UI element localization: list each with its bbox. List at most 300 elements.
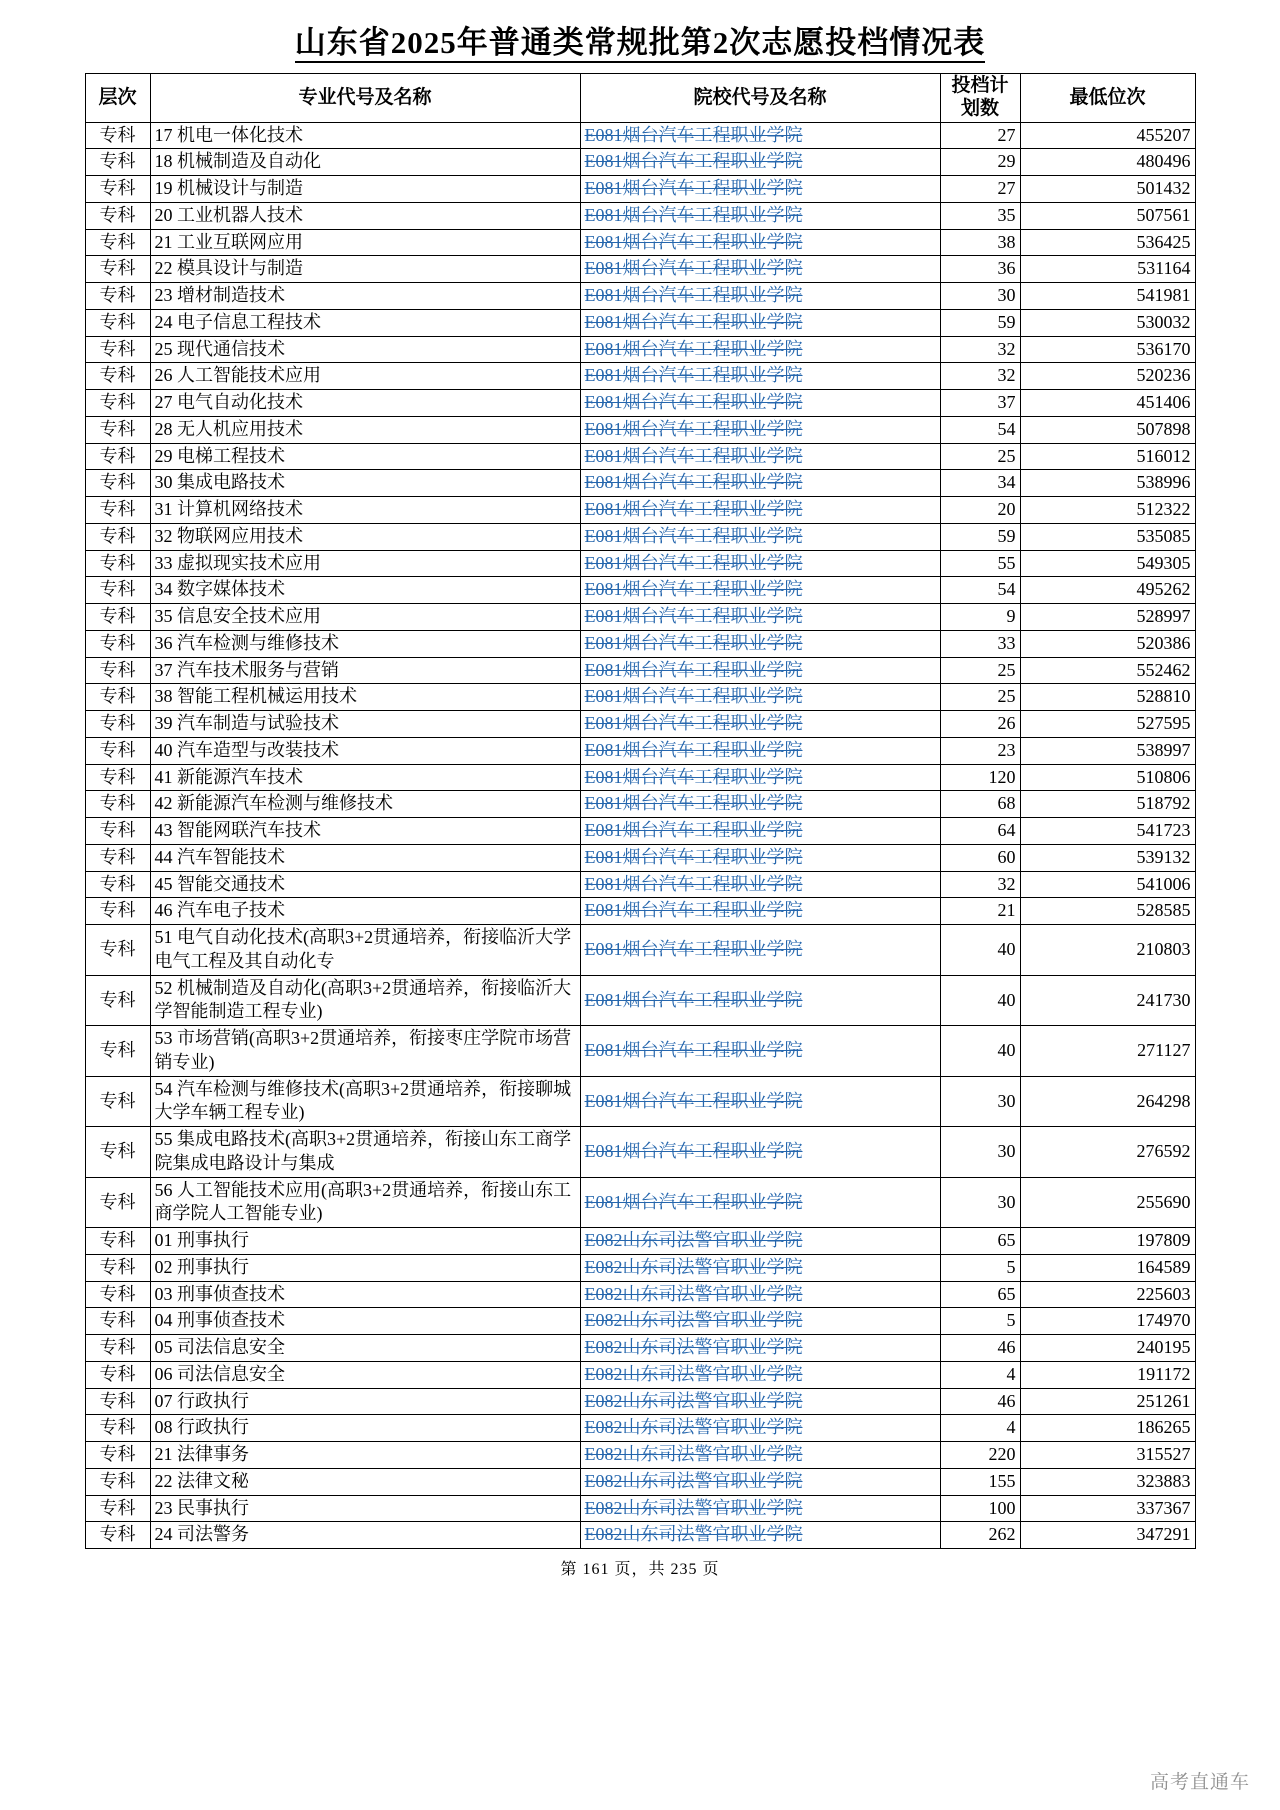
table-row [85, 1127, 1195, 1178]
rank-cell: 323883 [1020, 1468, 1195, 1495]
plan-cell: 220 [940, 1442, 1020, 1469]
header-level: 层次 [85, 74, 150, 123]
plan-cell: 100 [940, 1495, 1020, 1522]
rank-cell: 531164 [1020, 256, 1195, 283]
table-row [85, 309, 1195, 336]
major-cell: 23 民事执行 [150, 1495, 580, 1522]
plan-cell: 25 [940, 443, 1020, 470]
plan-cell: 40 [940, 975, 1020, 1026]
level-cell: 专科 [85, 1388, 150, 1415]
plan-cell: 30 [940, 283, 1020, 310]
major-cell: 44 汽车智能技术 [150, 844, 580, 871]
table-row [85, 1522, 1195, 1549]
college-cell: E082山东司法警官职业学院 [580, 1254, 940, 1281]
college-cell: E081烟台汽车工程职业学院 [580, 657, 940, 684]
plan-cell: 55 [940, 550, 1020, 577]
level-cell: 专科 [85, 443, 150, 470]
rank-cell: 240195 [1020, 1335, 1195, 1362]
college-cell: E082山东司法警官职业学院 [580, 1415, 940, 1442]
level-cell: 专科 [85, 470, 150, 497]
rank-cell: 549305 [1020, 550, 1195, 577]
college-cell: E081烟台汽车工程职业学院 [580, 577, 940, 604]
level-cell: 专科 [85, 1415, 150, 1442]
table-row [85, 844, 1195, 871]
rank-cell: 451406 [1020, 390, 1195, 417]
plan-cell: 30 [940, 1127, 1020, 1178]
level-cell: 专科 [85, 523, 150, 550]
table-row [85, 711, 1195, 738]
college-cell: E082山东司法警官职业学院 [580, 1495, 940, 1522]
level-cell: 专科 [85, 256, 150, 283]
college-cell: E082山东司法警官职业学院 [580, 1281, 940, 1308]
plan-cell: 29 [940, 149, 1020, 176]
rank-cell: 251261 [1020, 1388, 1195, 1415]
header-major: 专业代号及名称 [150, 74, 580, 123]
plan-cell: 59 [940, 309, 1020, 336]
rank-cell: 530032 [1020, 309, 1195, 336]
rank-cell: 507898 [1020, 416, 1195, 443]
college-cell: E081烟台汽车工程职业学院 [580, 176, 940, 203]
table-row [85, 1335, 1195, 1362]
admission-table [85, 73, 1196, 1549]
level-cell: 专科 [85, 283, 150, 310]
college-cell: E081烟台汽车工程职业学院 [580, 684, 940, 711]
plan-cell: 27 [940, 176, 1020, 203]
rank-cell: 501432 [1020, 176, 1195, 203]
level-cell: 专科 [85, 577, 150, 604]
rank-cell: 271127 [1020, 1026, 1195, 1077]
table-row [85, 550, 1195, 577]
major-cell: 19 机械设计与制造 [150, 176, 580, 203]
page-title: 山东省2025年普通类常规批第2次志愿投档情况表 [295, 26, 986, 63]
major-cell: 24 司法警务 [150, 1522, 580, 1549]
rank-cell: 536425 [1020, 229, 1195, 256]
table-row [85, 202, 1195, 229]
level-cell: 专科 [85, 684, 150, 711]
rank-cell: 241730 [1020, 975, 1195, 1026]
major-cell: 01 刑事执行 [150, 1228, 580, 1255]
plan-cell: 65 [940, 1281, 1020, 1308]
header-rank: 最低位次 [1020, 74, 1195, 123]
college-cell: E082山东司法警官职业学院 [580, 1388, 940, 1415]
table-row [85, 657, 1195, 684]
header-row [85, 74, 1195, 123]
level-cell: 专科 [85, 497, 150, 524]
level-cell: 专科 [85, 630, 150, 657]
major-cell: 25 现代通信技术 [150, 336, 580, 363]
header-college: 院校代号及名称 [580, 74, 940, 123]
major-cell: 43 智能网联汽车技术 [150, 818, 580, 845]
level-cell: 专科 [85, 336, 150, 363]
major-cell: 31 计算机网络技术 [150, 497, 580, 524]
major-cell: 54 汽车检测与维修技术(高职3+2贯通培养，衔接聊城大学车辆工程专业) [150, 1076, 580, 1127]
plan-cell: 38 [940, 229, 1020, 256]
rank-cell: 225603 [1020, 1281, 1195, 1308]
level-cell: 专科 [85, 1361, 150, 1388]
rank-cell: 516012 [1020, 443, 1195, 470]
major-cell: 39 汽车制造与试验技术 [150, 711, 580, 738]
major-cell: 30 集成电路技术 [150, 470, 580, 497]
major-cell: 28 无人机应用技术 [150, 416, 580, 443]
college-cell: E082山东司法警官职业学院 [580, 1308, 940, 1335]
rank-cell: 518792 [1020, 791, 1195, 818]
major-cell: 35 信息安全技术应用 [150, 604, 580, 631]
major-cell: 22 模具设计与制造 [150, 256, 580, 283]
table-row [85, 684, 1195, 711]
college-cell: E081烟台汽车工程职业学院 [580, 791, 940, 818]
table-row [85, 1254, 1195, 1281]
table-row [85, 1388, 1195, 1415]
rank-cell: 174970 [1020, 1308, 1195, 1335]
level-cell: 专科 [85, 122, 150, 149]
table-row [85, 497, 1195, 524]
major-cell: 08 行政执行 [150, 1415, 580, 1442]
table-row [85, 1281, 1195, 1308]
rank-cell: 520386 [1020, 630, 1195, 657]
header-plan-line2: 划数 [960, 97, 999, 119]
college-cell: E081烟台汽车工程职业学院 [580, 871, 940, 898]
rank-cell: 186265 [1020, 1415, 1195, 1442]
college-cell: E081烟台汽车工程职业学院 [580, 1177, 940, 1228]
major-cell: 03 刑事侦查技术 [150, 1281, 580, 1308]
major-cell: 21 法律事务 [150, 1442, 580, 1469]
level-cell: 专科 [85, 764, 150, 791]
plan-cell: 21 [940, 898, 1020, 925]
level-cell: 专科 [85, 229, 150, 256]
plan-cell: 68 [940, 791, 1020, 818]
rank-cell: 520236 [1020, 363, 1195, 390]
rank-cell: 337367 [1020, 1495, 1195, 1522]
table-row [85, 737, 1195, 764]
level-cell: 专科 [85, 1127, 150, 1178]
major-cell: 06 司法信息安全 [150, 1361, 580, 1388]
table-row [85, 1442, 1195, 1469]
table-row [85, 122, 1195, 149]
major-cell: 26 人工智能技术应用 [150, 363, 580, 390]
table-row [85, 523, 1195, 550]
plan-cell: 59 [940, 523, 1020, 550]
table-row [85, 1228, 1195, 1255]
rank-cell: 536170 [1020, 336, 1195, 363]
level-cell: 专科 [85, 871, 150, 898]
plan-cell: 23 [940, 737, 1020, 764]
rank-cell: 455207 [1020, 122, 1195, 149]
college-cell: E081烟台汽车工程职业学院 [580, 363, 940, 390]
college-cell: E081烟台汽车工程职业学院 [580, 336, 940, 363]
rank-cell: 528997 [1020, 604, 1195, 631]
watermark-text: 高考直通车 [1149, 1772, 1250, 1793]
level-cell: 专科 [85, 1177, 150, 1228]
level-cell: 专科 [85, 737, 150, 764]
level-cell: 专科 [85, 1522, 150, 1549]
college-cell: E081烟台汽车工程职业学院 [580, 1076, 940, 1127]
plan-cell: 54 [940, 577, 1020, 604]
college-cell: E081烟台汽车工程职业学院 [580, 229, 940, 256]
college-cell: E081烟台汽车工程职业学院 [580, 283, 940, 310]
table-row [85, 925, 1195, 976]
major-cell: 20 工业机器人技术 [150, 202, 580, 229]
major-cell: 40 汽车造型与改装技术 [150, 737, 580, 764]
plan-cell: 5 [940, 1254, 1020, 1281]
rank-cell: 191172 [1020, 1361, 1195, 1388]
plan-cell: 35 [940, 202, 1020, 229]
rank-cell: 255690 [1020, 1177, 1195, 1228]
rank-cell: 539132 [1020, 844, 1195, 871]
rank-cell: 528810 [1020, 684, 1195, 711]
college-cell: E081烟台汽车工程职业学院 [580, 844, 940, 871]
plan-cell: 40 [940, 925, 1020, 976]
table-row [85, 1415, 1195, 1442]
college-cell: E081烟台汽车工程职业学院 [580, 737, 940, 764]
level-cell: 专科 [85, 416, 150, 443]
level-cell: 专科 [85, 1026, 150, 1077]
rank-cell: 264298 [1020, 1076, 1195, 1127]
major-cell: 33 虚拟现实技术应用 [150, 550, 580, 577]
major-cell: 27 电气自动化技术 [150, 390, 580, 417]
table-header [85, 74, 1195, 123]
major-cell: 22 法律文秘 [150, 1468, 580, 1495]
plan-cell: 65 [940, 1228, 1020, 1255]
college-cell: E082山东司法警官职业学院 [580, 1522, 940, 1549]
level-cell: 专科 [85, 309, 150, 336]
major-cell: 36 汽车检测与维修技术 [150, 630, 580, 657]
major-cell: 51 电气自动化技术(高职3+2贯通培养，衔接临沂大学电气工程及其自动化专 [150, 925, 580, 976]
table-row [85, 363, 1195, 390]
major-cell: 38 智能工程机械运用技术 [150, 684, 580, 711]
college-cell: E081烟台汽车工程职业学院 [580, 975, 940, 1026]
plan-cell: 32 [940, 336, 1020, 363]
table-row [85, 791, 1195, 818]
college-cell: E081烟台汽车工程职业学院 [580, 443, 940, 470]
major-cell: 21 工业互联网应用 [150, 229, 580, 256]
major-cell: 37 汽车技术服务与营销 [150, 657, 580, 684]
plan-cell: 26 [940, 711, 1020, 738]
rank-cell: 510806 [1020, 764, 1195, 791]
plan-cell: 5 [940, 1308, 1020, 1335]
level-cell: 专科 [85, 149, 150, 176]
table-row [85, 416, 1195, 443]
level-cell: 专科 [85, 1308, 150, 1335]
major-cell: 41 新能源汽车技术 [150, 764, 580, 791]
major-cell: 46 汽车电子技术 [150, 898, 580, 925]
table-row [85, 390, 1195, 417]
table-row [85, 604, 1195, 631]
rank-cell: 527595 [1020, 711, 1195, 738]
rank-cell: 541006 [1020, 871, 1195, 898]
major-cell: 18 机械制造及自动化 [150, 149, 580, 176]
level-cell: 专科 [85, 1442, 150, 1469]
college-cell: E082山东司法警官职业学院 [580, 1361, 940, 1388]
level-cell: 专科 [85, 390, 150, 417]
table-row [85, 1495, 1195, 1522]
plan-cell: 4 [940, 1361, 1020, 1388]
plan-cell: 4 [940, 1415, 1020, 1442]
major-cell: 53 市场营销(高职3+2贯通培养，衔接枣庄学院市场营销专业) [150, 1026, 580, 1077]
rank-cell: 538996 [1020, 470, 1195, 497]
table-row [85, 1308, 1195, 1335]
title-wrap [0, 26, 1280, 63]
rank-cell: 347291 [1020, 1522, 1195, 1549]
college-cell: E081烟台汽车工程职业学院 [580, 256, 940, 283]
level-cell: 专科 [85, 1076, 150, 1127]
rank-cell: 512322 [1020, 497, 1195, 524]
rank-cell: 528585 [1020, 898, 1195, 925]
rank-cell: 538997 [1020, 737, 1195, 764]
rank-cell: 535085 [1020, 523, 1195, 550]
rank-cell: 541723 [1020, 818, 1195, 845]
table-row [85, 975, 1195, 1026]
major-cell: 29 电梯工程技术 [150, 443, 580, 470]
rank-cell: 541981 [1020, 283, 1195, 310]
plan-cell: 54 [940, 416, 1020, 443]
level-cell: 专科 [85, 604, 150, 631]
header-plan-line1: 投档计 [951, 75, 1009, 97]
college-cell: E081烟台汽车工程职业学院 [580, 925, 940, 976]
rank-cell: 552462 [1020, 657, 1195, 684]
major-cell: 45 智能交通技术 [150, 871, 580, 898]
level-cell: 专科 [85, 363, 150, 390]
level-cell: 专科 [85, 818, 150, 845]
plan-cell: 34 [940, 470, 1020, 497]
table-row [85, 1026, 1195, 1077]
plan-cell: 33 [940, 630, 1020, 657]
college-cell: E082山东司法警官职业学院 [580, 1442, 940, 1469]
rank-cell: 495262 [1020, 577, 1195, 604]
major-cell: 24 电子信息工程技术 [150, 309, 580, 336]
college-cell: E081烟台汽车工程职业学院 [580, 1127, 940, 1178]
level-cell: 专科 [85, 1228, 150, 1255]
level-cell: 专科 [85, 202, 150, 229]
college-cell: E081烟台汽车工程职业学院 [580, 711, 940, 738]
plan-cell: 120 [940, 764, 1020, 791]
level-cell: 专科 [85, 1468, 150, 1495]
college-cell: E081烟台汽车工程职业学院 [580, 122, 940, 149]
header-plan [940, 74, 1020, 123]
major-cell: 55 集成电路技术(高职3+2贯通培养，衔接山东工商学院集成电路设计与集成 [150, 1127, 580, 1178]
table-row [85, 176, 1195, 203]
level-cell: 专科 [85, 657, 150, 684]
plan-cell: 36 [940, 256, 1020, 283]
college-cell: E081烟台汽车工程职业学院 [580, 523, 940, 550]
plan-cell: 60 [940, 844, 1020, 871]
table-row [85, 470, 1195, 497]
level-cell: 专科 [85, 898, 150, 925]
level-cell: 专科 [85, 975, 150, 1026]
table-row [85, 149, 1195, 176]
college-cell: E081烟台汽车工程职业学院 [580, 604, 940, 631]
plan-cell: 32 [940, 363, 1020, 390]
table-row [85, 1177, 1195, 1228]
rank-cell: 315527 [1020, 1442, 1195, 1469]
major-cell: 17 机电一体化技术 [150, 122, 580, 149]
plan-cell: 9 [940, 604, 1020, 631]
college-cell: E081烟台汽车工程职业学院 [580, 416, 940, 443]
major-cell: 42 新能源汽车检测与维修技术 [150, 791, 580, 818]
level-cell: 专科 [85, 925, 150, 976]
plan-cell: 25 [940, 684, 1020, 711]
major-cell: 07 行政执行 [150, 1388, 580, 1415]
college-cell: E081烟台汽车工程职业学院 [580, 309, 940, 336]
major-cell: 04 刑事侦查技术 [150, 1308, 580, 1335]
level-cell: 专科 [85, 711, 150, 738]
college-cell: E081烟台汽车工程职业学院 [580, 764, 940, 791]
plan-cell: 20 [940, 497, 1020, 524]
college-cell: E081烟台汽车工程职业学院 [580, 202, 940, 229]
table-row [85, 871, 1195, 898]
level-cell: 专科 [85, 791, 150, 818]
level-cell: 专科 [85, 1495, 150, 1522]
plan-cell: 46 [940, 1388, 1020, 1415]
level-cell: 专科 [85, 550, 150, 577]
major-cell: 32 物联网应用技术 [150, 523, 580, 550]
table-row [85, 630, 1195, 657]
rank-cell: 507561 [1020, 202, 1195, 229]
table-row [85, 818, 1195, 845]
plan-cell: 46 [940, 1335, 1020, 1362]
college-cell: E081烟台汽车工程职业学院 [580, 898, 940, 925]
college-cell: E081烟台汽车工程职业学院 [580, 149, 940, 176]
table-row [85, 1361, 1195, 1388]
plan-cell: 262 [940, 1522, 1020, 1549]
plan-cell: 25 [940, 657, 1020, 684]
plan-cell: 64 [940, 818, 1020, 845]
plan-cell: 30 [940, 1177, 1020, 1228]
table-row [85, 229, 1195, 256]
level-cell: 专科 [85, 1335, 150, 1362]
college-cell: E081烟台汽车工程职业学院 [580, 550, 940, 577]
level-cell: 专科 [85, 176, 150, 203]
college-cell: E082山东司法警官职业学院 [580, 1228, 940, 1255]
major-cell: 02 刑事执行 [150, 1254, 580, 1281]
level-cell: 专科 [85, 1281, 150, 1308]
table-row [85, 898, 1195, 925]
table-row [85, 443, 1195, 470]
table-row [85, 1076, 1195, 1127]
table-body [85, 122, 1195, 1549]
college-cell: E081烟台汽车工程职业学院 [580, 497, 940, 524]
college-cell: E081烟台汽车工程职业学院 [580, 630, 940, 657]
plan-cell: 30 [940, 1076, 1020, 1127]
major-cell: 34 数字媒体技术 [150, 577, 580, 604]
plan-cell: 32 [940, 871, 1020, 898]
college-cell: E082山东司法警官职业学院 [580, 1468, 940, 1495]
college-cell: E081烟台汽车工程职业学院 [580, 1026, 940, 1077]
table-row [85, 283, 1195, 310]
plan-cell: 27 [940, 122, 1020, 149]
major-cell: 05 司法信息安全 [150, 1335, 580, 1362]
plan-cell: 155 [940, 1468, 1020, 1495]
page-number: 第 161 页，共 235 页 [560, 1561, 720, 1579]
rank-cell: 480496 [1020, 149, 1195, 176]
college-cell: E081烟台汽车工程职业学院 [580, 818, 940, 845]
table-row [85, 1468, 1195, 1495]
rank-cell: 164589 [1020, 1254, 1195, 1281]
rank-cell: 197809 [1020, 1228, 1195, 1255]
college-cell: E081烟台汽车工程职业学院 [580, 390, 940, 417]
level-cell: 专科 [85, 844, 150, 871]
college-cell: E081烟台汽车工程职业学院 [580, 470, 940, 497]
table-row [85, 764, 1195, 791]
table-row [85, 256, 1195, 283]
table-row [85, 577, 1195, 604]
rank-cell: 276592 [1020, 1127, 1195, 1178]
level-cell: 专科 [85, 1254, 150, 1281]
rank-cell: 210803 [1020, 925, 1195, 976]
college-cell: E082山东司法警官职业学院 [580, 1335, 940, 1362]
plan-cell: 40 [940, 1026, 1020, 1077]
major-cell: 23 增材制造技术 [150, 283, 580, 310]
table-row [85, 336, 1195, 363]
